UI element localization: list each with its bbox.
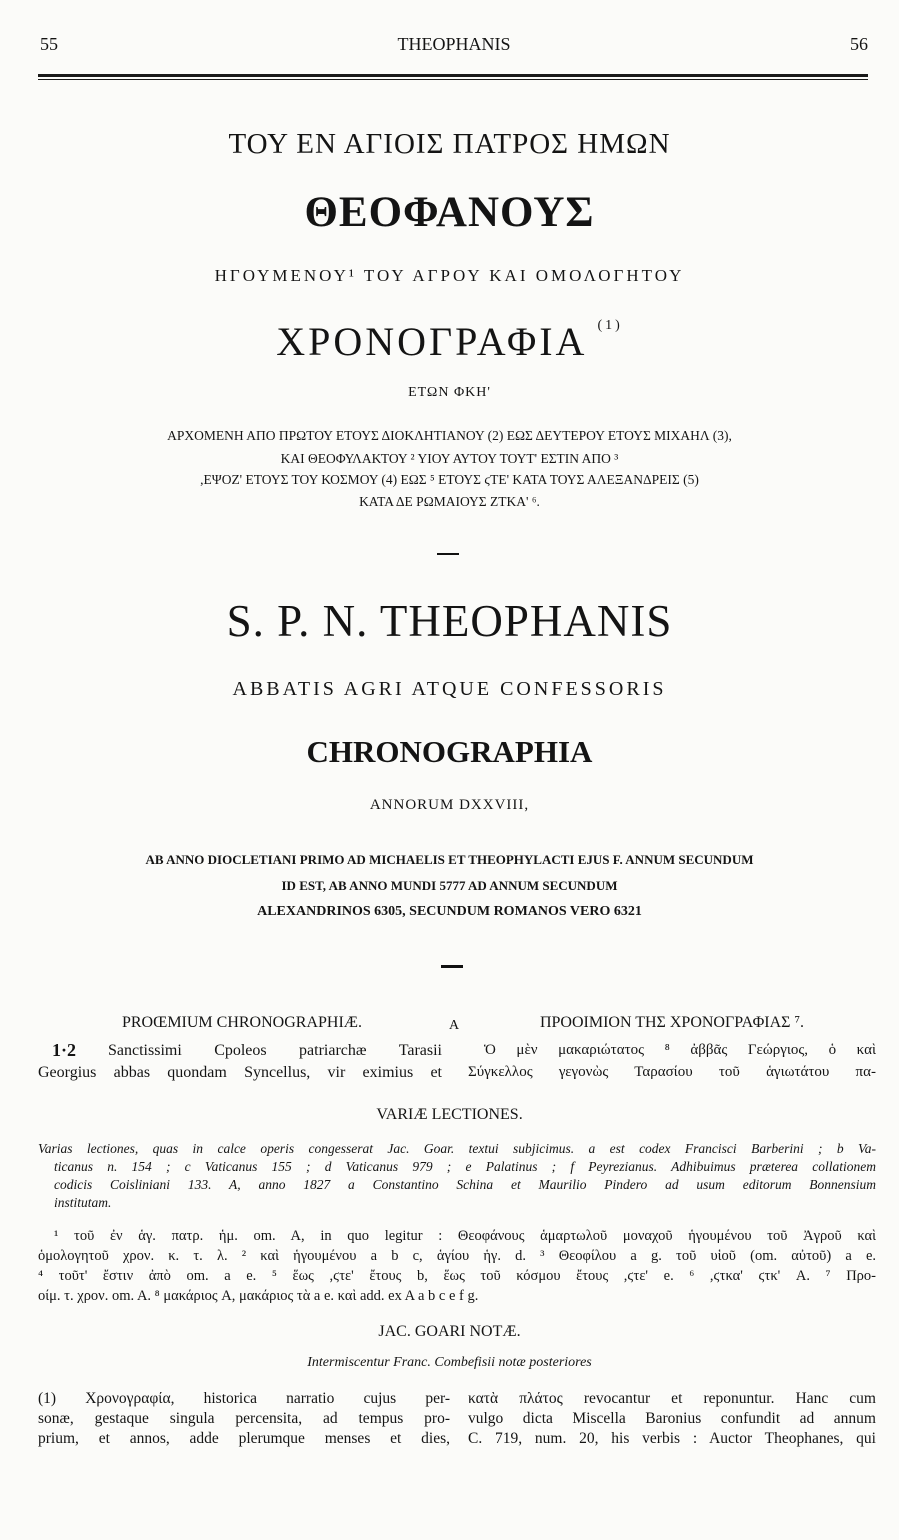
margin-number: 1·2: [52, 1040, 77, 1060]
prooemium-greek-heading: ΠΡΟΟΙΜΙΟΝ ΤΗΣ ΧΡΟΝΟΓΡΑΦΙΑΣ ⁷.: [539, 1014, 805, 1031]
separator-dash-2: [441, 965, 463, 968]
separator-dash: [437, 553, 459, 555]
notae-subheading: Intermiscentur Franc. Combefisii notæ posteriores: [307, 1355, 592, 1370]
greek-work-note: (1): [597, 318, 623, 333]
page-number-left: 55: [40, 34, 58, 54]
column-marker: A: [448, 1018, 460, 1033]
prooemium-greek-line-2: Σύγκελλος γεγονὼς Ταρασίου τοῦ ἁγιωτάτου πα-: [468, 1064, 876, 1080]
footnote-line-3: ⁴ τοῦτ' ἔστιν ἀπὸ om. a e. ⁵ ἕως ,ϛτε' ἔτους b, ἕως τοῦ κόσμου ἔτους ,ϛτε' e. ⁶ ,ϛτκα' ϛτκ' A. ⁷ Προ-: [38, 1268, 876, 1284]
greek-desc-1: ΑΡΧΟΜΕΝΗ ΑΠΟ ΠΡΩΤΟΥ ΕΤΟΥΣ ΔΙΟΚΛΗΤΙΑΝΟΥ (2) ΕΩΣ ΔΕΥΤΕΡΟΥ ΕΤΟΥΣ ΜΙΧΑΗΛ (3),: [167, 428, 732, 443]
notae-heading: JAC. GOARI NOTÆ.: [378, 1323, 521, 1340]
notae-right-line-1: κατὰ πλάτος revocantur et reponuntur. Hanc cum: [468, 1390, 876, 1407]
header-rule: [38, 74, 868, 77]
latin-desc-2: ID EST, AB ANNO MUNDI 5777 AD ANNUM SECUNDUM: [281, 878, 618, 893]
variae-line-4: institutam.: [54, 1195, 112, 1210]
header-rule-thin: [38, 79, 868, 80]
notae-left-line-3: prium, et annos, adde plerumque menses et dies,: [38, 1430, 450, 1447]
variae-line-3: codicis Coisliniani 133. A, anno 1827 a Constantino Schina et Maurilio Pindero ad usum editorum Bonnensium: [54, 1177, 876, 1192]
greek-years: ΕΤΩΝ ΦΚΗ': [408, 385, 491, 400]
greek-author-name: ΘΕΟΦΑΝΟΥΣ: [304, 189, 595, 236]
notae-right-line-3: C. 719, num. 20, his verbis : Auctor Theophanes, qui: [468, 1430, 876, 1447]
prooemium-latin-heading: PROŒMIUM CHRONOGRAPHIÆ.: [121, 1014, 363, 1031]
latin-title-line2: ABBATIS AGRI ATQUE CONFESSORIS: [232, 678, 667, 700]
latin-desc-3: ALEXANDRINOS 6305, SECUNDUM ROMANOS VERO 6321: [257, 904, 642, 919]
greek-desc-3: ,ΕΨΟΖ' ΕΤΟΥΣ ΤΟΥ ΚΟΣΜΟΥ (4) ΕΩΣ ⁵ ΕΤΟΥΣ ϛΤΕ' ΚΑΤΑ ΤΟΥΣ ΑΛΕΞΑΝΔΡΕΙΣ (5): [200, 472, 699, 487]
footnote-line-2: ὁμολογητοῦ χρον. κ. τ. λ. ² καὶ ἡγουμένου a b c, ἁγίου ἡγ. d. ³ Θεοφίλου a g. τοῦ υἱοῦ (om. αὐτοῦ) a e.: [38, 1248, 876, 1264]
running-title: THEOPHANIS: [397, 34, 511, 54]
variae-line-2: ticanus n. 154 ; c Vaticanus 155 ; d Vaticanus 979 ; e Palatinus ; f Peyrezianus. Adhibuimus præterea collationem: [54, 1159, 876, 1174]
greek-work-name: ΧΡΟΝΟΓΡΑΦΙΑ: [276, 319, 588, 364]
prooemium-latin-line-2: Georgius abbas quondam Syncellus, vir eximius et: [38, 1064, 442, 1081]
footnote-line-1: ¹ τοῦ ἐν ἁγ. πατρ. ἡμ. om. A, in quo legitur : Θεοφάνους ἁμαρτωλοῦ μοναχοῦ ἡγουμένου τοῦ Ἀγροῦ καὶ: [54, 1228, 876, 1244]
notae-left-line-1: (1) Χρονογραφία, historica narratio cujus per-: [38, 1390, 450, 1407]
page-number-right: 56: [850, 34, 868, 54]
variae-heading: VARIÆ LECTIONES.: [376, 1106, 523, 1123]
footnote-line-4: οίμ. τ. χρον. om. A. ⁸ μακάριος A, μακάριος τὰ a e. καὶ add. ex A a b c e f g.: [38, 1288, 479, 1304]
greek-desc-4: ΚΑΤΑ ΔΕ ΡΩΜΑΙΟΥΣ ΖΤΚΑ' ⁶.: [359, 494, 540, 509]
notae-right-line-2: vulgo dicta Miscella Baronius confundit ad annum: [468, 1410, 876, 1427]
greek-title-line1: ΤΟΥ ΕΝ ΑΓΙΟΙΣ ΠΑΤΡΟΣ ΗΜΩΝ: [228, 128, 671, 160]
latin-work-title: CHRONOGRAPHIA: [306, 734, 593, 769]
latin-author-name: S. P. N. THEOPHANIS: [226, 596, 673, 646]
prooemium-latin-line-1: Sanctissimi Cpoleos patriarchæ Tarasii: [108, 1042, 442, 1059]
latin-years: ANNORUM DXXVIII,: [369, 797, 530, 813]
latin-desc-1: AB ANNO DIOCLETIANI PRIMO AD MICHAELIS ET THEOPHYLACTI EJUS F. ANNUM SECUNDUM: [145, 852, 754, 867]
variae-line-1: Varias lectiones, quas in calce operis congesserat Jac. Goar. textui subjicimus. a est codex Francisci Barberini ; b Va-: [38, 1141, 876, 1156]
greek-work-title: [0, 318, 899, 365]
prooemium-greek-line-1: Ὁ μὲν μακαριώτατος ⁸ ἀββᾶς Γεώργιος, ὁ καὶ: [484, 1042, 876, 1058]
greek-desc-2: ΚΑΙ ΘΕΟΦΥΛΑΚΤΟΥ ² ΥΙΟΥ ΑΥΤΟΥ ΤΟΥΤ' ΕΣΤΙΝ ΑΠΟ ³: [280, 451, 619, 466]
greek-title-line3: ΗΓΟΥΜΕΝΟΥ¹ ΤΟΥ ΑΓΡΟΥ ΚΑΙ ΟΜΟΛΟΓΗΤΟΥ: [214, 266, 685, 285]
notae-left-line-2: sonæ, gestaque singula percensita, ad tempus pro-: [38, 1410, 450, 1427]
